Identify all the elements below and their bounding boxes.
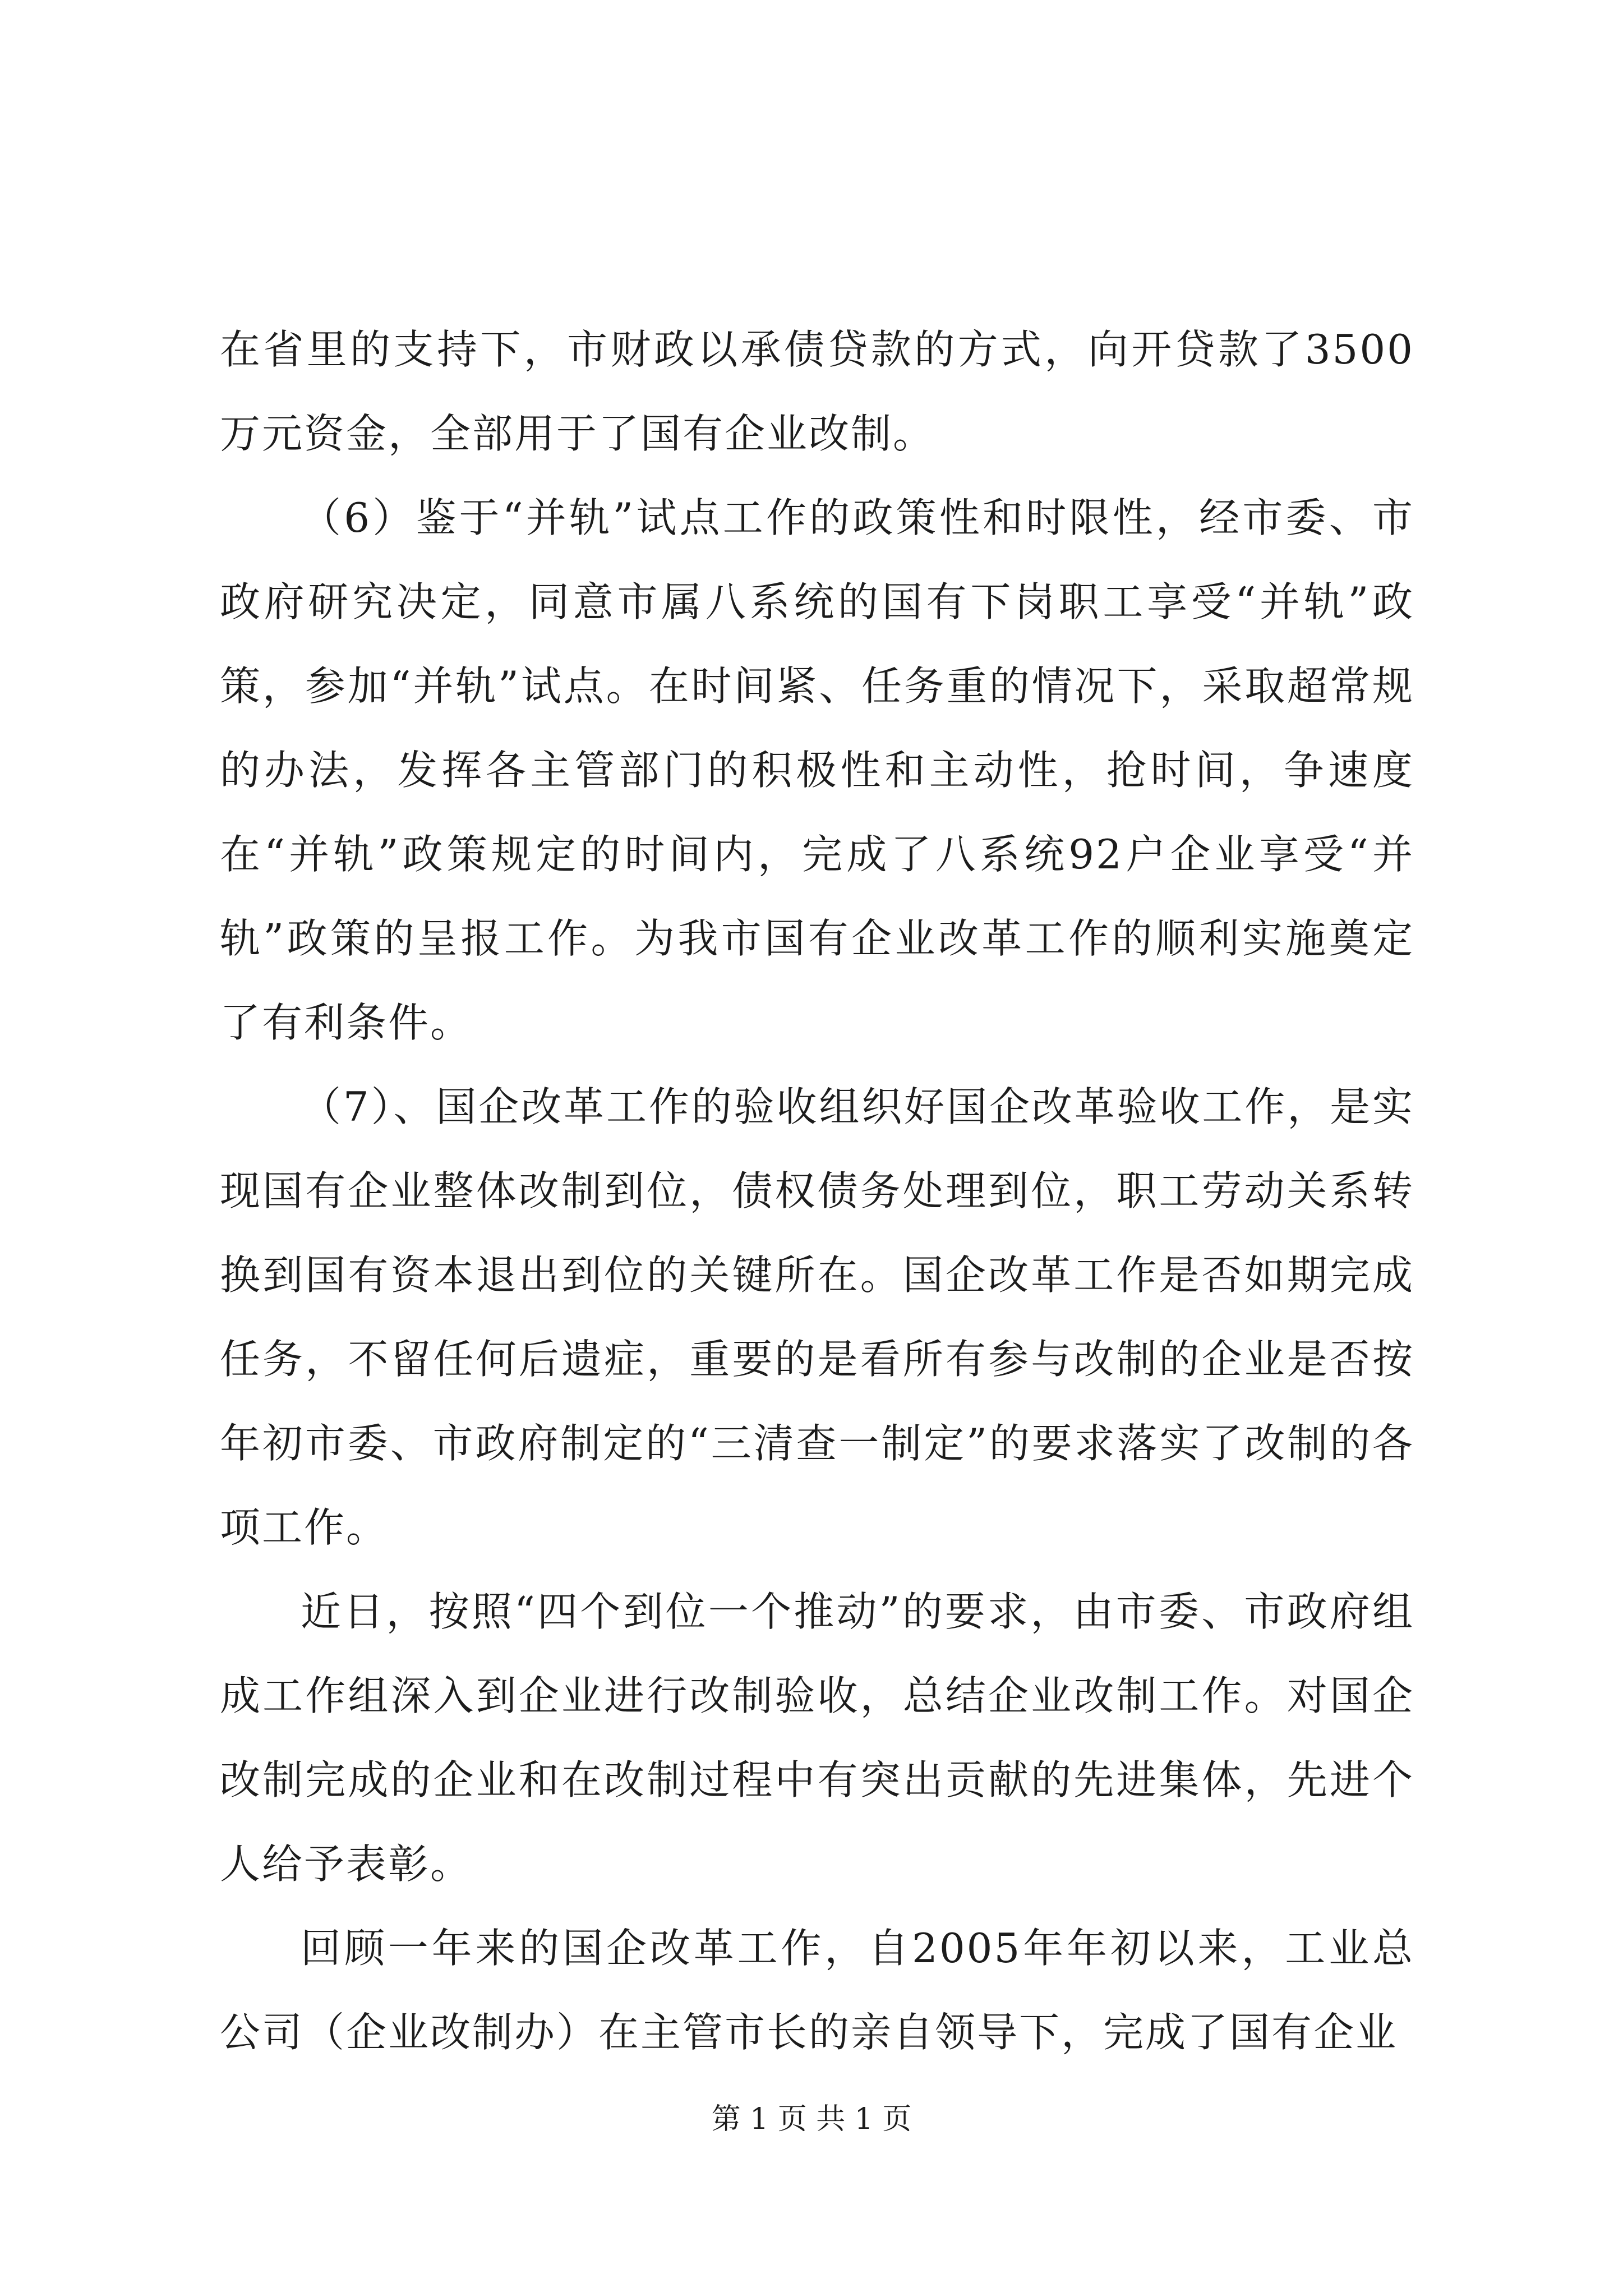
paragraph-continuation: 在省里的支持下，市财政以承债贷款的方式，向开贷款了3500万元资金，全部用于了国有企业改制。 — [220, 326, 1414, 457]
page-footer: 第 1 页 共 1 页 — [711, 2102, 912, 2136]
paragraph-item-6: （6）鉴于“并轨”试点工作的政策性和时限性，经市委、市政府研究决定，同意市属八系统的国有下岗职工享受“并轨”政策，参加“并轨”试点。在时间紧、任务重的情况下，采取超常规的办法，发挥各主管部门的积极性和主动性，抢时间，争速度在“并轨”政策规定的时间内，完成了八系统92户企业享受“并轨”政策的呈报工作。为我市国有企业改革工作的顺利实施奠定了有利条件。 — [220, 494, 1414, 1046]
paragraph-item-7: （7）、国企改革工作的验收组织好国企改革验收工作，是实现国有企业整体改制到位，债权债务处理到位，职工劳动关系转换到国有资本退出到位的关键所在。国企改革工作是否如期完成任务，不留任何后遗症，重要的是看所有参与改制的企业是否按年初市委、市政府制定的“三清查一制定”的要求落实了改制的各项工作。 — [220, 1083, 1414, 1551]
paragraph-review: 回顾一年来的国企改革工作，自2005年年初以来，工业总公司（企业改制办）在主管市长的亲自领导下，完成了国有企业 — [220, 1925, 1414, 2056]
paragraph-acceptance: 近日，按照“四个到位一个推动”的要求，由市委、市政府组成工作组深入到企业进行改制验收，总结企业改制工作。对国企改制完成的企业和在改制过程中有突出贡献的先进集体，先进个人给予表彰。 — [220, 1588, 1414, 1888]
document-body — [220, 307, 1414, 2074]
